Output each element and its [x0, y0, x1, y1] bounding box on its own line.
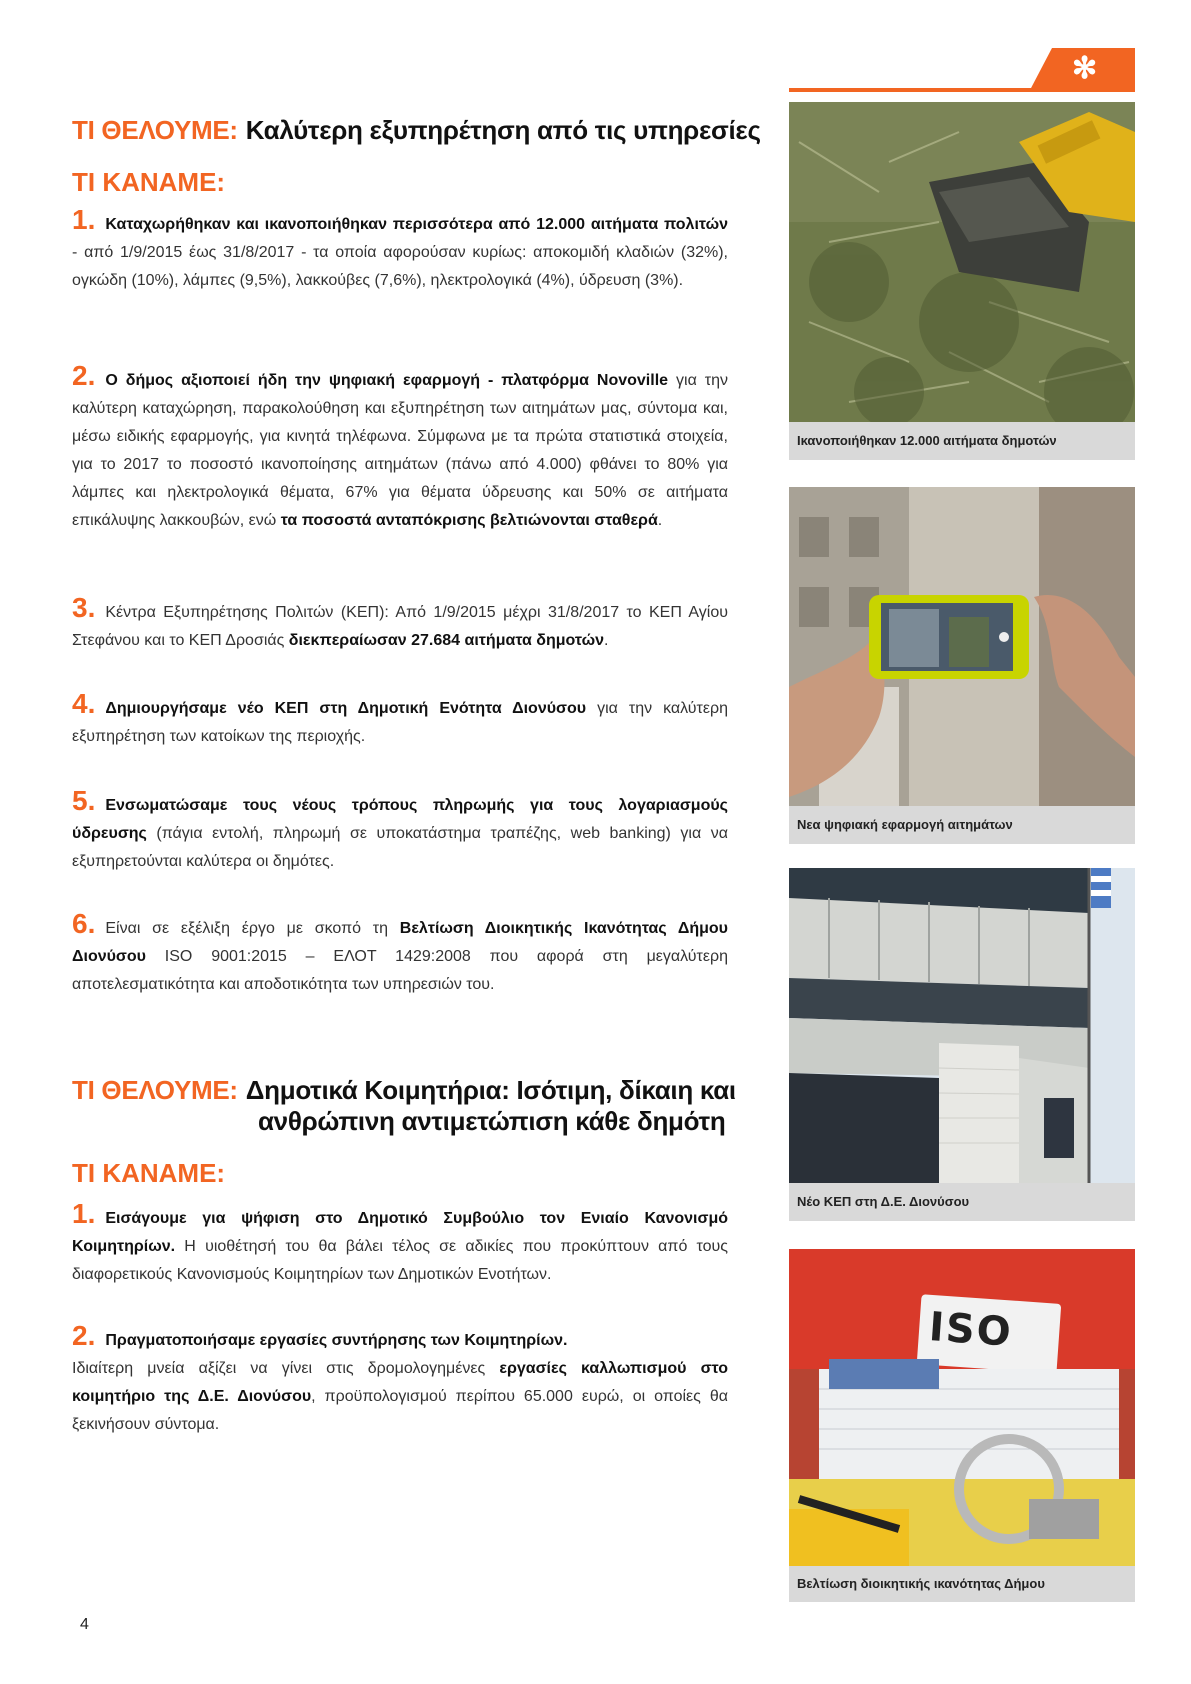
s1-item-4 [72, 690, 728, 751]
item-number: 4. [72, 688, 96, 719]
item-text: . [604, 632, 609, 649]
item-text: , προϋπολογισμού περίπου 65.000 ευρώ, οι οποίες θα ξεκινήσουν σύντομα. [72, 1388, 728, 1433]
item-bold-text: Καταχωρήθηκαν και ικανοποιήθηκαν περισσότερα από 12.000 αιτήματα πολιτών [105, 216, 728, 233]
section2-heading-line1: Δημοτικά Κοιμητήρια: Ισότιμη, δίκαιη και [245, 1075, 736, 1105]
section2-made-label: ΤΙ ΚΑΝΑΜΕ: [72, 1158, 226, 1188]
item-bold-text: Βελτίωση Διοικητικής Ικανότητας Δήμου Διονύσου [72, 920, 728, 965]
item-number: 2. [72, 360, 96, 391]
section1-made-label: ΤΙ ΚΑΝΑΜΕ: [72, 167, 226, 197]
section1-heading-text: Καλύτερη εξυπηρέτηση από τις υπηρεσίες [245, 115, 761, 145]
branches-excavator-photo [789, 102, 1135, 422]
item-text: Η υιοθέτησή του θα βάλει τέλος σε αδικίες που προκύπτουν από τους διαφορετικούς Κανονισμούς Κοιμητηρίων των Δημοτικών Ενοτήτων. [72, 1238, 728, 1283]
top-rule [789, 88, 1135, 92]
item-text: για την καλύτερη καταχώρηση, παρακολούθηση και εξυπηρέτηση των αιτημάτων μας, σύντομα και, μέσω ειδικής εφαρμογής, για κινητά τηλέφωνα. Σύμφωνα με τα πρώτα στατιστικά στοιχεία, για το 2017 το ποσοστό ικανοποίησης αιτημάτων (πάνω από 4.000) φθάνει το 80% για λάμπες και ηλεκτρολογικά θέματα, 67% για θέματα ύδρευσης και 50% σε αιτήματα επικάλυψης λακκουβών, ενώ [72, 372, 728, 529]
item-bold-text: Πραγματοποιήσαμε εργασίες συντήρησης των Κοιμητηρίων. [105, 1332, 568, 1349]
s1-item-2 [72, 362, 728, 535]
item-text: ISO 9001:2015 – ΕΛΟΤ 1429:2008 που αφορά στη μεγαλύτερη αποτελεσματικότητα και αποδοτικότητα των υπηρεσιών του. [72, 948, 728, 993]
s2-item-2 [72, 1322, 728, 1439]
item-number: 1. [72, 1198, 96, 1229]
iso-binder-photo [789, 1249, 1135, 1569]
item-number: 6. [72, 908, 96, 939]
item-bold-text: τα ποσοστά ανταπόκρισης βελτιώνονται σταθερά [280, 512, 658, 529]
section2-heading-prefix: ΤΙ ΘΕΛΟΥΜΕ: [72, 1075, 238, 1105]
item-bold-text: εργασίες καλλωπισμού στο κοιμητήριο της Δ.Ε. Διονύσου [72, 1360, 728, 1405]
s1-item-5 [72, 787, 728, 876]
item-number: 3. [72, 592, 96, 623]
section1-heading [72, 115, 761, 145]
asterisk-icon: ✻ [1072, 52, 1098, 85]
item-text: Κέντρα Εξυπηρέτησης Πολιτών (ΚΕΠ): Από 1/9/2015 μέχρι 31/8/2017 το ΚΕΠ Αγίου Στεφάνου και το ΚΕΠ Δροσιάς [72, 604, 728, 649]
item-text: . [657, 512, 663, 529]
s1-item-6 [72, 910, 728, 999]
item-number: 5. [72, 785, 96, 816]
phone-app-photo [789, 487, 1135, 815]
s1-item-1 [72, 206, 728, 295]
photo2-caption: Νεα ψηφιακή εφαρμογή αιτημάτων [789, 806, 1135, 844]
kep-building-photo [789, 868, 1135, 1183]
item-bold-text: Ο δήμος αξιοποιεί ήδη την ψηφιακή εφαρμογή - πλατφόρμα Novoville [105, 372, 669, 389]
photo4-caption: Βελτίωση διοικητικής ικανότητας Δήμου [789, 1566, 1135, 1602]
item-number: 1. [72, 204, 96, 235]
item-text: Είναι σε εξέλιξη έργο με σκοπό τη [105, 920, 400, 937]
photo3-caption: Νέο ΚΕΠ στη Δ.Ε. Διονύσου [789, 1183, 1135, 1221]
s1-item-3 [72, 594, 728, 655]
corner-tab [1030, 48, 1135, 90]
item-bold-text: Εισάγουμε για ψήφιση στο Δημοτικό Συμβούλιο τον Ενιαίο Κανονισμό Κοιμητηρίων. [72, 1210, 728, 1255]
item-text: Ιδιαίτερη μνεία αξίζει να γίνει στις δρομολογημένες [72, 1360, 500, 1377]
item-bold-text: διεκπεραίωσαν 27.684 αιτήματα δημοτών [288, 632, 604, 649]
s2-item-1 [72, 1200, 728, 1289]
item-bold-text: Δημιουργήσαμε νέο ΚΕΠ στη Δημοτική Ενότητα Διονύσου [105, 700, 587, 717]
iso-label: ISO [927, 1304, 1015, 1356]
page-number: 4 [80, 1616, 89, 1633]
item-number: 2. [72, 1320, 96, 1351]
item-text: - από 1/9/2015 έως 31/8/2017 - τα οποία αφορούσαν κυρίως: αποκομιδή κλαδιών (32%), ογκώδη (10%), λάμπες (9,5%), λακκούβες (7,6%), ηλεκτρολογικά (4%), ύδρευση (3%). [72, 244, 728, 289]
section2-heading [72, 1075, 736, 1105]
item-text: (πάγια εντολή, πληρωμή σε υποκατάστημα τραπέζης, web banking) για να εξυπηρετούνται καλύτερα οι δημότες. [72, 825, 728, 870]
photo1-caption: Ικανοποιήθηκαν 12.000 αιτήματα δημοτών [789, 422, 1135, 460]
item-text: για την καλύτερη εξυπηρέτηση των κατοίκων της περιοχής. [72, 700, 729, 745]
item-bold-text: Ενσωματώσαμε τους νέους τρόπους πληρωμής για τους λογαριασμούς ύδρευσης [72, 797, 728, 842]
section2-heading-line2: ανθρώπινη αντιμετώπιση κάθε δημότη [258, 1106, 726, 1136]
section1-heading-prefix: ΤΙ ΘΕΛΟΥΜΕ: [72, 115, 238, 145]
